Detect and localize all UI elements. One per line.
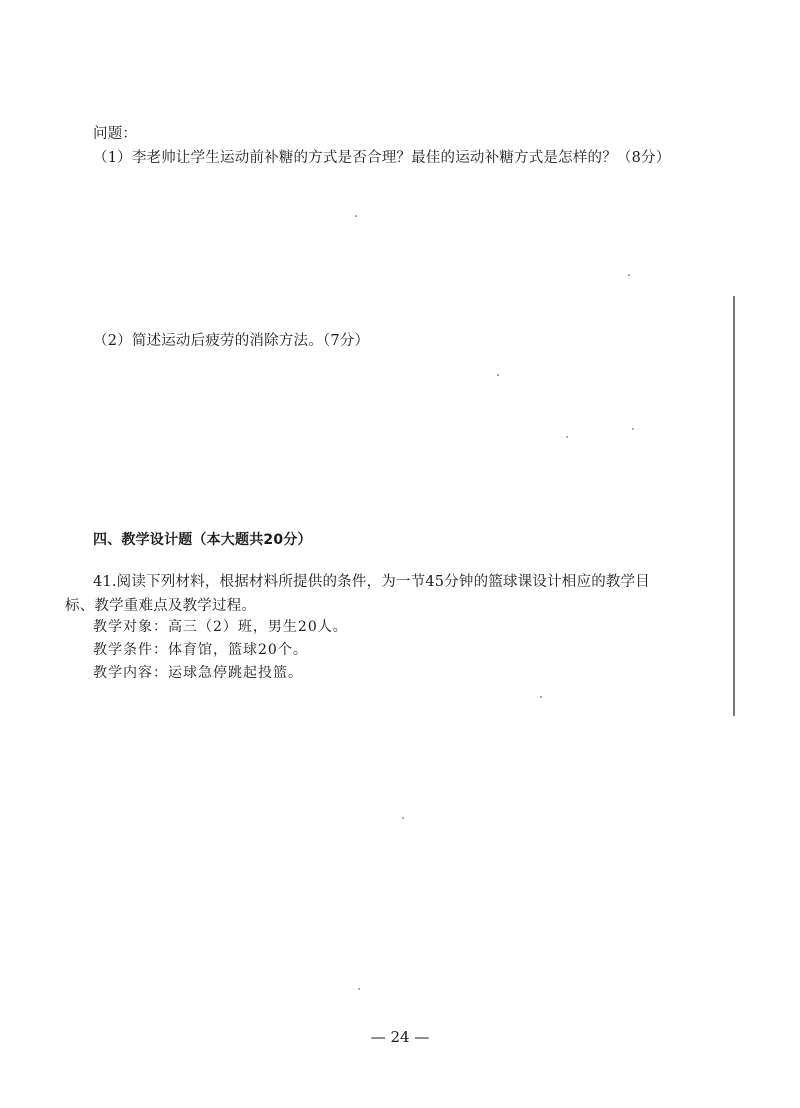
scan-speck	[566, 436, 568, 438]
scan-speck	[540, 696, 542, 698]
scan-speck	[402, 817, 404, 819]
page-number: — 24 —	[370, 1028, 430, 1046]
scan-edge-line	[733, 296, 735, 716]
teaching-object: 教学对象：高三（2）班，男生20人。	[93, 619, 348, 635]
questions-label: 问题：	[93, 126, 138, 142]
question-41-line-1: 41.阅读下列材料，根据材料所提供的条件，为一节45分钟的篮球课设计相应的教学目	[93, 574, 651, 590]
scan-speck	[628, 274, 630, 276]
section-4-heading: 四、教学设计题（本大题共20分）	[93, 532, 312, 548]
scan-speck	[497, 374, 499, 376]
teaching-conditions: 教学条件：体育馆，篮球20个。	[93, 642, 308, 658]
question-1: （1）李老帅让学生运动前补糖的方式是否合理？最佳的运动补糖方式是怎样的？（8分）	[93, 150, 671, 166]
scan-speck	[358, 988, 360, 990]
question-2: （2）简述运动后疲劳的消除方法。（7分）	[93, 333, 370, 349]
teaching-content: 教学内容：运球急停跳起投篮。	[93, 665, 303, 681]
scan-speck	[355, 215, 357, 217]
question-41-line-2: 标、教学重难点及教学过程。	[65, 598, 257, 614]
scan-speck	[632, 428, 634, 430]
